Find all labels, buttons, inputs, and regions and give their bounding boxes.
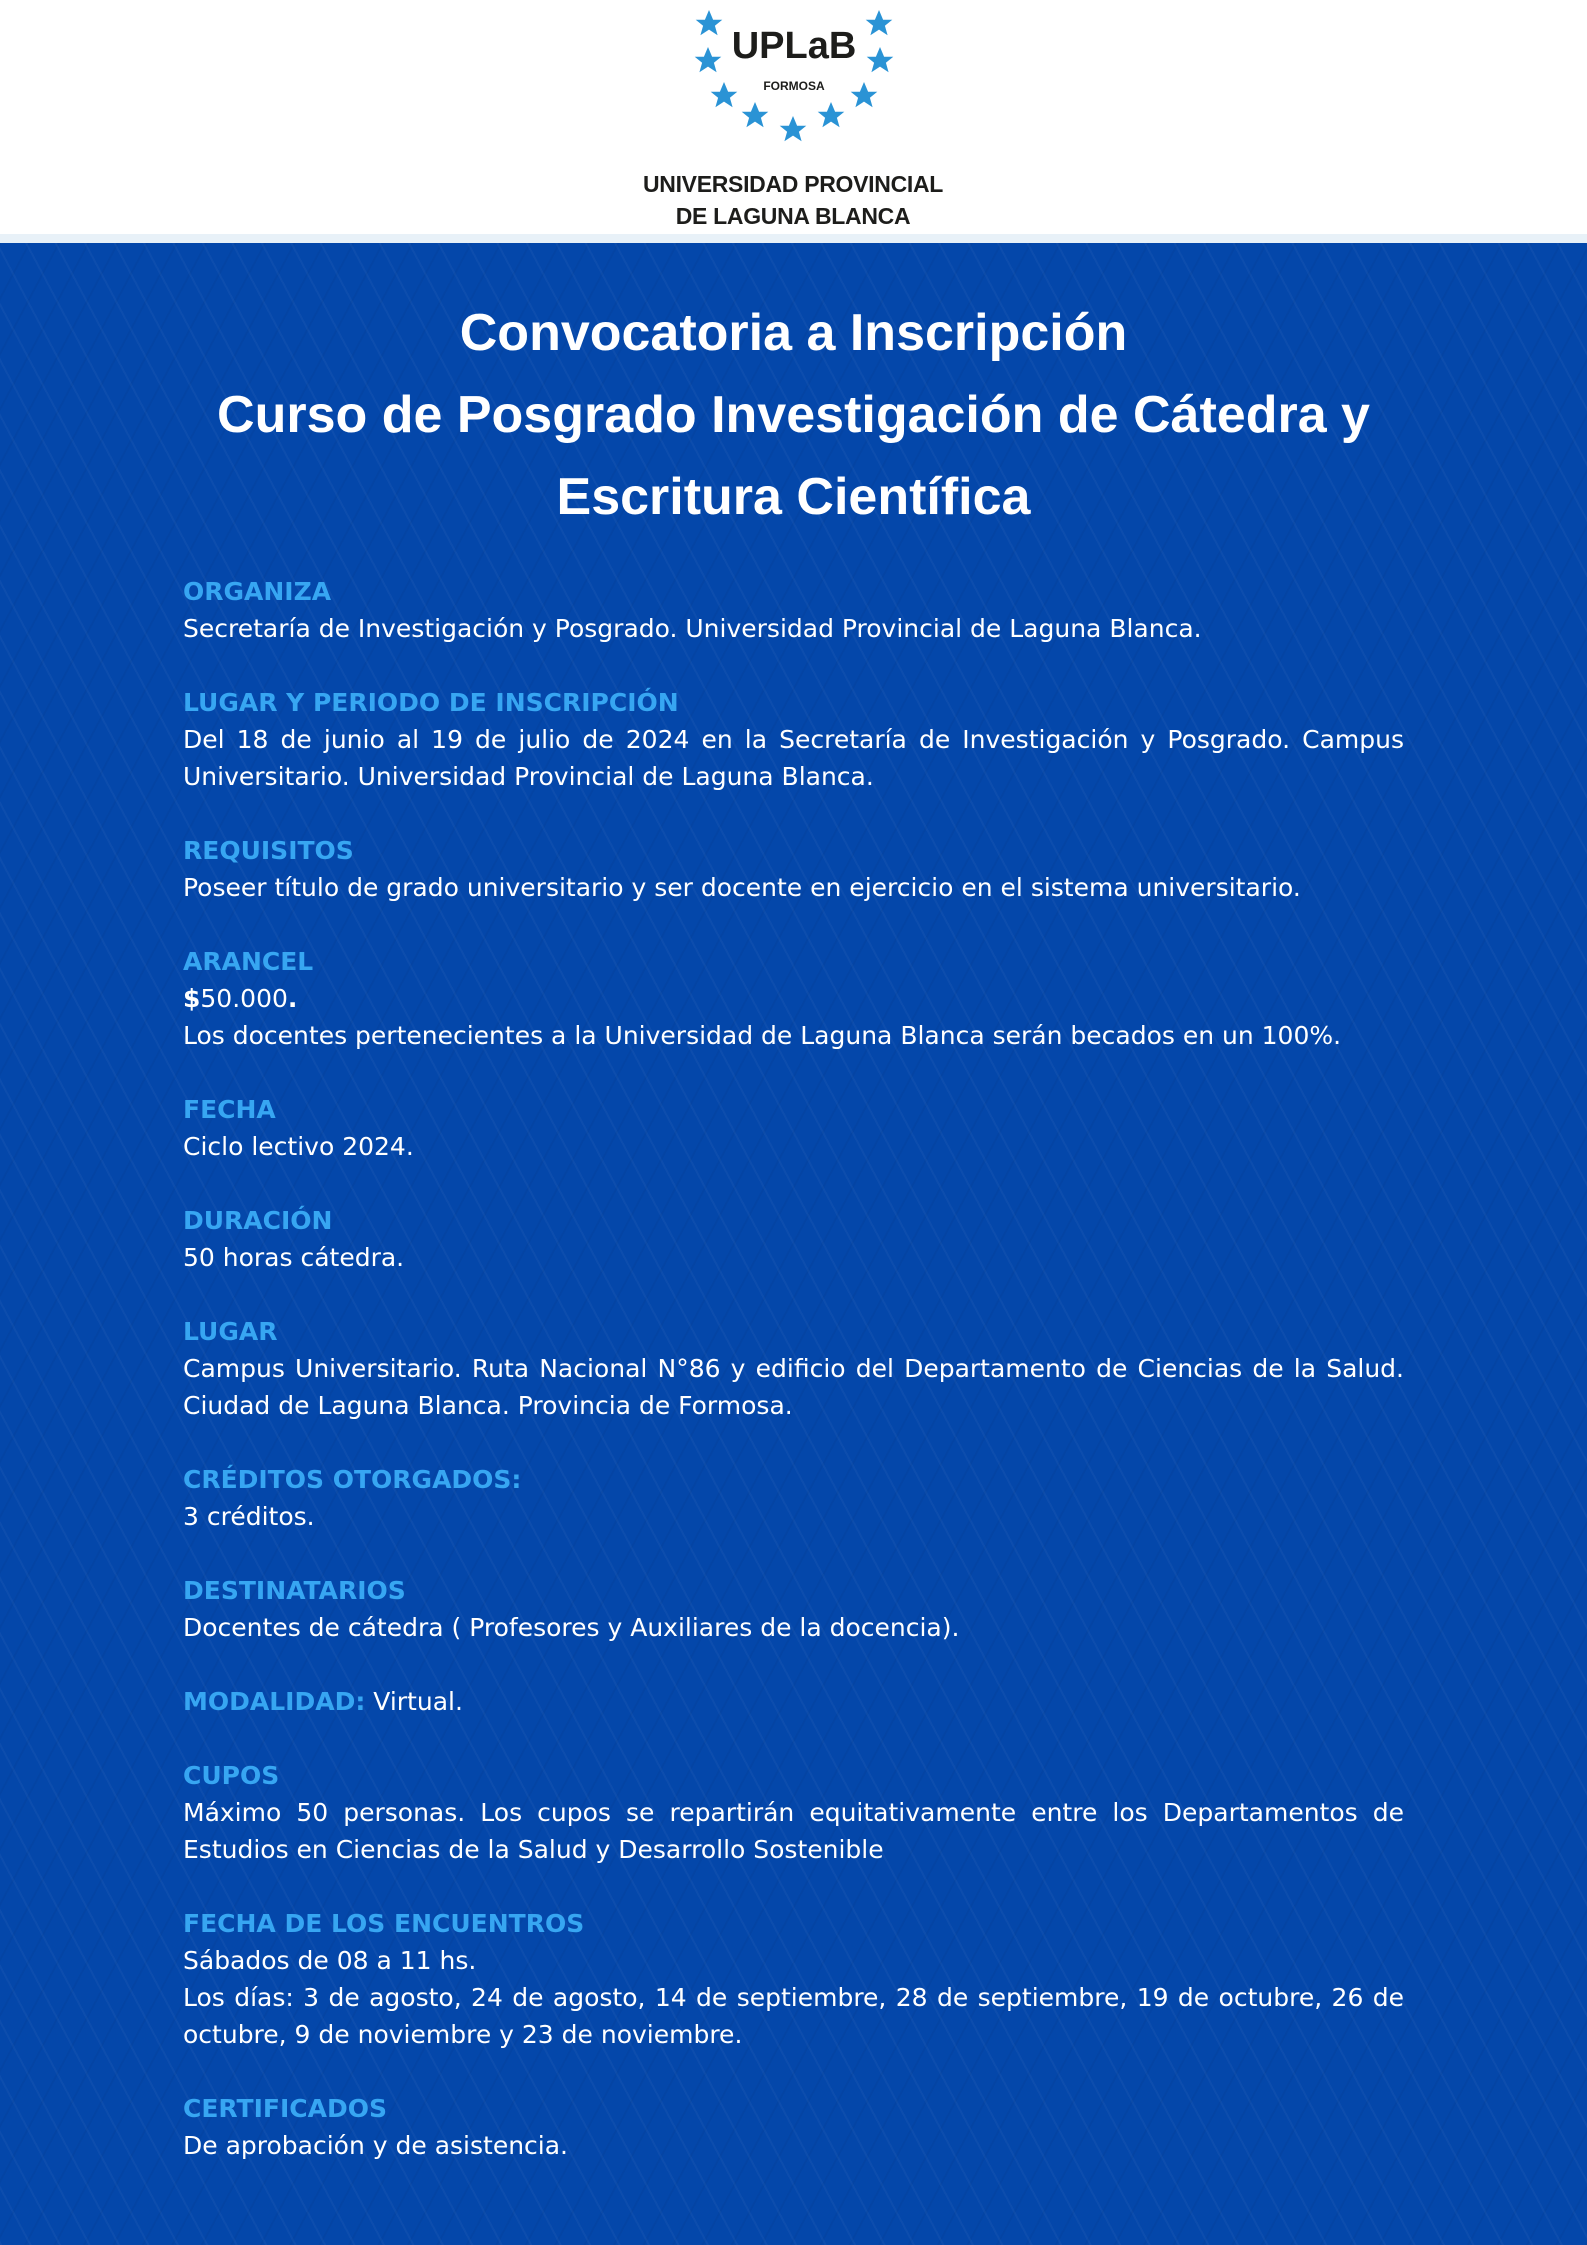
section-text: Virtual. (373, 1687, 463, 1716)
section-heading: ARANCEL (183, 947, 314, 976)
section-heading: ORGANIZA (183, 577, 332, 606)
section-text: De aprobación y de asistencia. (183, 2131, 568, 2160)
section-inscripcion (183, 684, 1404, 795)
university-name (593, 168, 993, 232)
section-certificados (183, 2090, 1404, 2164)
section-arancel (183, 943, 1404, 1054)
section-heading: MODALIDAD: (183, 1687, 366, 1716)
header (0, 0, 1587, 234)
section-heading: REQUISITOS (183, 836, 354, 865)
title-line-2: Curso de Posgrado Investigación de Cátedra y (217, 386, 1370, 444)
fee-amount (183, 980, 1404, 1017)
section-text: 50 horas cátedra. (183, 1243, 405, 1272)
uplab-logo (683, 0, 905, 150)
section-text: Los docentes pertenecientes a la Universidad de Laguna Blanca serán becados en un 100%. (183, 1021, 1342, 1050)
star-icon (711, 82, 738, 107)
section-destinatarios (183, 1572, 1404, 1646)
section-heading: FECHA DE LOS ENCUENTROS (183, 1909, 585, 1938)
logo-wordmark: UPLaB (731, 25, 857, 67)
section-text: Docentes de cátedra ( Profesores y Auxiliares de la docencia). (183, 1613, 960, 1642)
poster-body (0, 243, 1587, 2245)
poster-content (183, 573, 1404, 2201)
section-text: Poseer título de grado universitario y ser docente en ejercicio en el sistema universitario. (183, 873, 1301, 902)
star-icon (695, 47, 722, 72)
section-heading: LUGAR (183, 1317, 278, 1346)
title-line-3: Escritura Científica (556, 468, 1031, 526)
section-heading: DURACIÓN (183, 1206, 333, 1235)
university-name-line1: UNIVERSIDAD PROVINCIAL (642, 171, 944, 197)
section-heading: CRÉDITOS OTORGADOS: (183, 1465, 522, 1494)
section-heading: LUGAR Y PERIODO DE INSCRIPCIÓN (183, 688, 679, 717)
header-divider (0, 234, 1587, 243)
section-text: Campus Universitario. Ruta Nacional N°86 y edificio del Departamento de Ciencias de la Salud. Ciudad de Laguna Blanca. Provincia de Formosa. (183, 1354, 1404, 1420)
star-icon (867, 47, 894, 72)
section-cupos (183, 1757, 1404, 1868)
fee-period: . (287, 984, 298, 1013)
star-icon (742, 102, 769, 127)
section-organiza (183, 573, 1404, 647)
section-requisitos (183, 832, 1404, 906)
fee-currency: $ (183, 984, 201, 1013)
section-encuentros (183, 1905, 1404, 2053)
star-icon (696, 10, 723, 35)
section-lugar (183, 1313, 1404, 1424)
section-duracion (183, 1202, 1404, 1276)
section-text: Máximo 50 personas. Los cupos se repartirán equitativamente entre los Departamentos de Estudios en Ciencias de la Salud y Desarrollo Sostenible (183, 1798, 1404, 1864)
section-text: Secretaría de Investigación y Posgrado. Universidad Provincial de Laguna Blanca. (183, 614, 1202, 643)
star-icon (851, 82, 878, 107)
section-heading: FECHA (183, 1095, 276, 1124)
fee-value: 50.000 (200, 984, 288, 1013)
section-modalidad (183, 1683, 1404, 1720)
section-heading: CUPOS (183, 1761, 280, 1790)
poster-title (0, 292, 1587, 538)
section-text: Ciclo lectivo 2024. (183, 1132, 414, 1161)
title-line-1: Convocatoria a Inscripción (459, 304, 1128, 362)
star-icon (818, 102, 845, 127)
section-creditos (183, 1461, 1404, 1535)
section-text: 3 créditos. (183, 1502, 315, 1531)
star-icon (780, 116, 807, 141)
section-text: Los días: 3 de agosto, 24 de agosto, 14 de septiembre, 28 de septiembre, 19 de octubre, 26 de octubre, 9 de noviembre y 23 de noviembre. (183, 1983, 1404, 2049)
university-name-line2: DE LAGUNA BLANCA (675, 203, 911, 229)
section-text: Sábados de 08 a 11 hs. (183, 1946, 477, 1975)
logo-subtext: FORMOSA (763, 79, 825, 93)
section-fecha (183, 1091, 1404, 1165)
section-text: Del 18 de junio al 19 de julio de 2024 en la Secretaría de Investigación y Posgrado. Campus Universitario. Universidad Provincial de Laguna Blanca. (183, 725, 1404, 791)
section-heading: DESTINATARIOS (183, 1576, 406, 1605)
star-icon (866, 10, 893, 35)
section-heading: CERTIFICADOS (183, 2094, 387, 2123)
